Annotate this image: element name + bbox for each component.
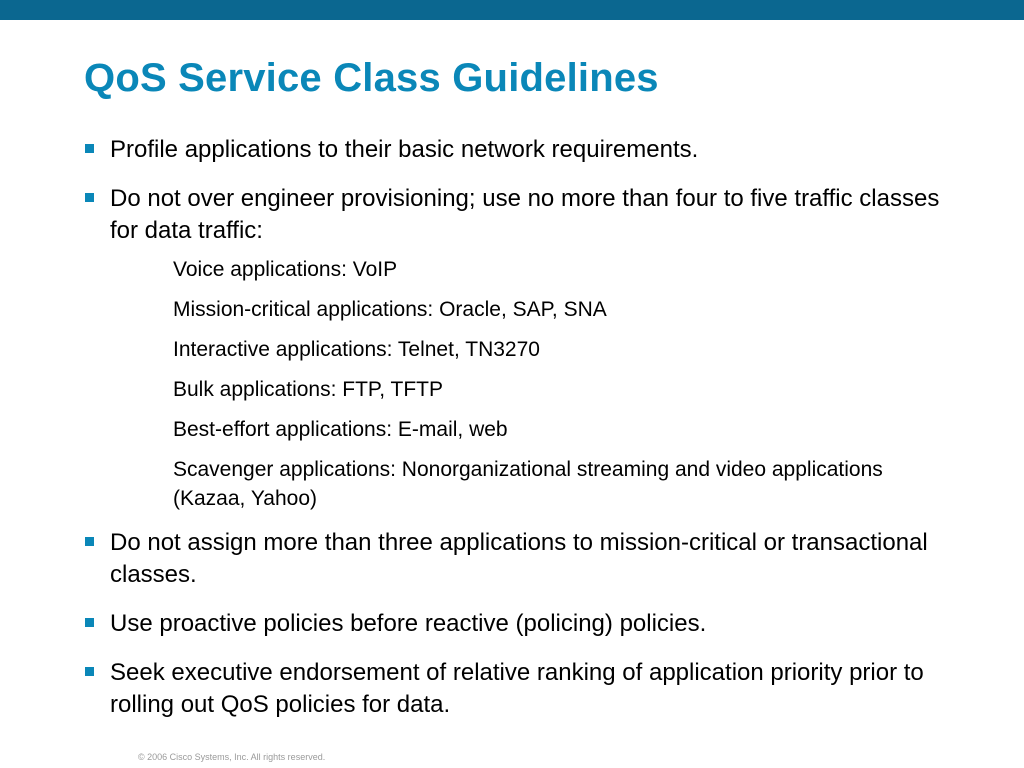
copyright-footer: © 2006 Cisco Systems, Inc. All rights reserved. <box>138 752 326 762</box>
bullet-item <box>84 527 944 591</box>
slide-title: QoS Service Class Guidelines <box>84 56 659 100</box>
bullet-item <box>84 608 944 640</box>
sub-list <box>110 255 944 513</box>
header-bar <box>0 0 1024 20</box>
bullet-text: Seek executive endorsement of relative ranking of application priority prior to rolling out QoS policies for data. <box>110 659 924 718</box>
bullet-item <box>84 183 944 513</box>
sub-item: Bulk applications: FTP, TFTP <box>173 378 443 401</box>
bullet-text: Do not assign more than three applications to mission-critical or transactional classes. <box>110 529 928 588</box>
bullet-item <box>84 657 944 721</box>
bullet-text: Profile applications to their basic network requirements. <box>110 136 699 163</box>
square-bullet-icon <box>85 537 94 546</box>
bullet-item <box>84 134 944 166</box>
square-bullet-icon <box>85 144 94 153</box>
square-bullet-icon <box>85 193 94 202</box>
sub-item: Best-effort applications: E-mail, web <box>173 418 508 441</box>
bullet-text: Do not over engineer provisioning; use no more than four to five traffic classes for data traffic: <box>110 185 940 244</box>
sub-item: Mission-critical applications: Oracle, SAP, SNA <box>173 298 607 321</box>
bullet-list <box>84 134 944 738</box>
sub-item: Interactive applications: Telnet, TN3270 <box>173 338 540 361</box>
square-bullet-icon <box>85 618 94 627</box>
sub-item: Voice applications: VoIP <box>173 258 398 281</box>
bullet-text: Use proactive policies before reactive (policing) policies. <box>110 610 707 637</box>
square-bullet-icon <box>85 667 94 676</box>
sub-item: Scavenger applications: Nonorganizational streaming and video applications (Kazaa, Yahoo) <box>173 458 883 510</box>
